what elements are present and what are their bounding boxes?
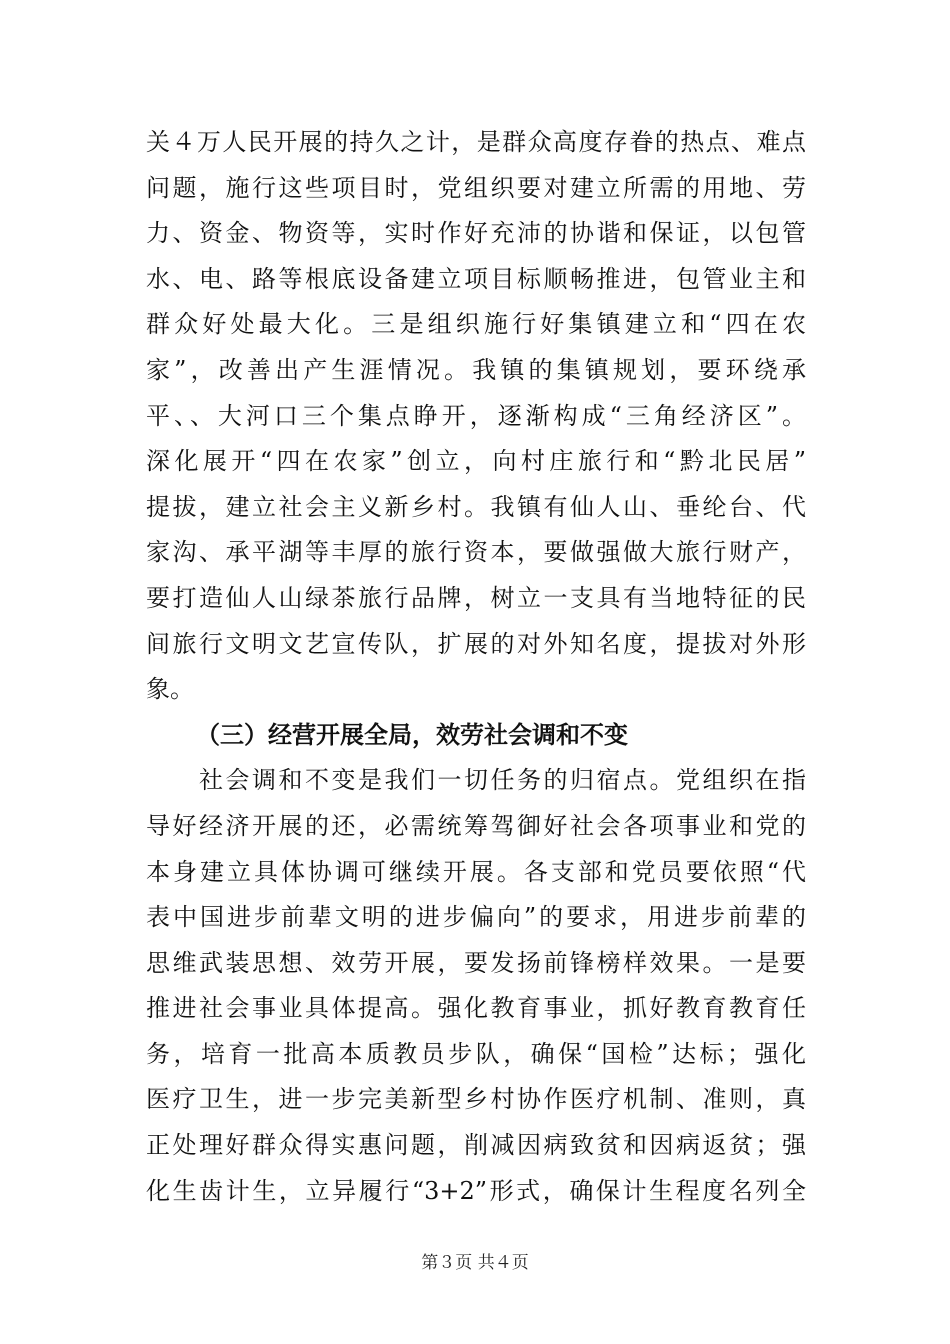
text-line: 家沟、承平湖等丰厚的旅行资本，要做强做大旅行财产， <box>146 538 806 567</box>
text-line: 象。 <box>146 675 194 704</box>
page-footer <box>0 1248 950 1273</box>
body-text <box>146 120 806 1214</box>
text-line: 平、、大河口三个集点睁开，逐渐构成“三角经济区”。 <box>146 401 806 430</box>
paragraph-2 <box>146 758 806 1214</box>
text-line: 务，培育一批高本质教员步队，确保“国检”达标；强化 <box>146 1039 806 1068</box>
text-line: 问题，施行这些项目时，党组织要对建立所需的用地、劳 <box>146 173 806 202</box>
text-line: 思维武装思想、效劳开展，要发扬前锋榜样效果。一是要 <box>146 948 806 977</box>
text-line: 群众好处最大化。三是组织施行好集镇建立和“四在农 <box>146 310 806 339</box>
text-line: 深化展开“四在农家”创立，向村庄旅行和“黔北民居” <box>146 447 806 476</box>
text-line: 社会调和不变是我们一切任务的归宿点。党组织在指 <box>146 766 806 795</box>
text-line: 正处理好群众得实惠问题，削减因病致贫和因病返贫；强 <box>146 1131 806 1160</box>
section-heading: （三）经营开展全局，效劳社会调和不变 <box>196 720 628 749</box>
text-line: 导好经济开展的还，必需统筹驾御好社会各项事业和党的 <box>146 811 806 840</box>
text-line: 表中国进步前辈文明的进步偏向”的要求，用进步前辈的 <box>146 903 806 932</box>
text-line: 推进社会事业具体提高。强化教育事业，抓好教育教育任 <box>146 994 806 1023</box>
page-number: 第３页 共４页 <box>421 1253 529 1273</box>
text-line: 医疗卫生，进一步完美新型乡村协作医疗机制、准则，真 <box>146 1085 806 1114</box>
text-line: 要打造仙人山绿茶旅行品牌，树立一支具有当地特征的民 <box>146 583 806 612</box>
text-line: 家”，改善出产生涯情况。我镇的集镇规划，要环绕承 <box>146 355 806 384</box>
text-line: 本身建立具体协调可继续开展。各支部和党员要依照“代 <box>146 857 806 886</box>
text-line: 关４万人民开展的持久之计，是群众高度存眷的热点、难点 <box>146 128 806 156</box>
text-line: 力、资金、物资等，实时作好充沛的协谐和保证，以包管 <box>146 219 806 248</box>
paragraph-1 <box>146 120 806 713</box>
text-line: 化生齿计生，立异履行“3+2”形式，确保计生程度名列全 <box>146 1176 806 1205</box>
text-line: 间旅行文明文艺宣传队，扩展的对外知名度，提拔对外形 <box>146 629 806 658</box>
text-line: 水、电、路等根底设备建立项目标顺畅推进，包管业主和 <box>146 264 806 293</box>
text-line: 提拔，建立社会主义新乡村。我镇有仙人山、垂纶台、代 <box>146 492 806 521</box>
